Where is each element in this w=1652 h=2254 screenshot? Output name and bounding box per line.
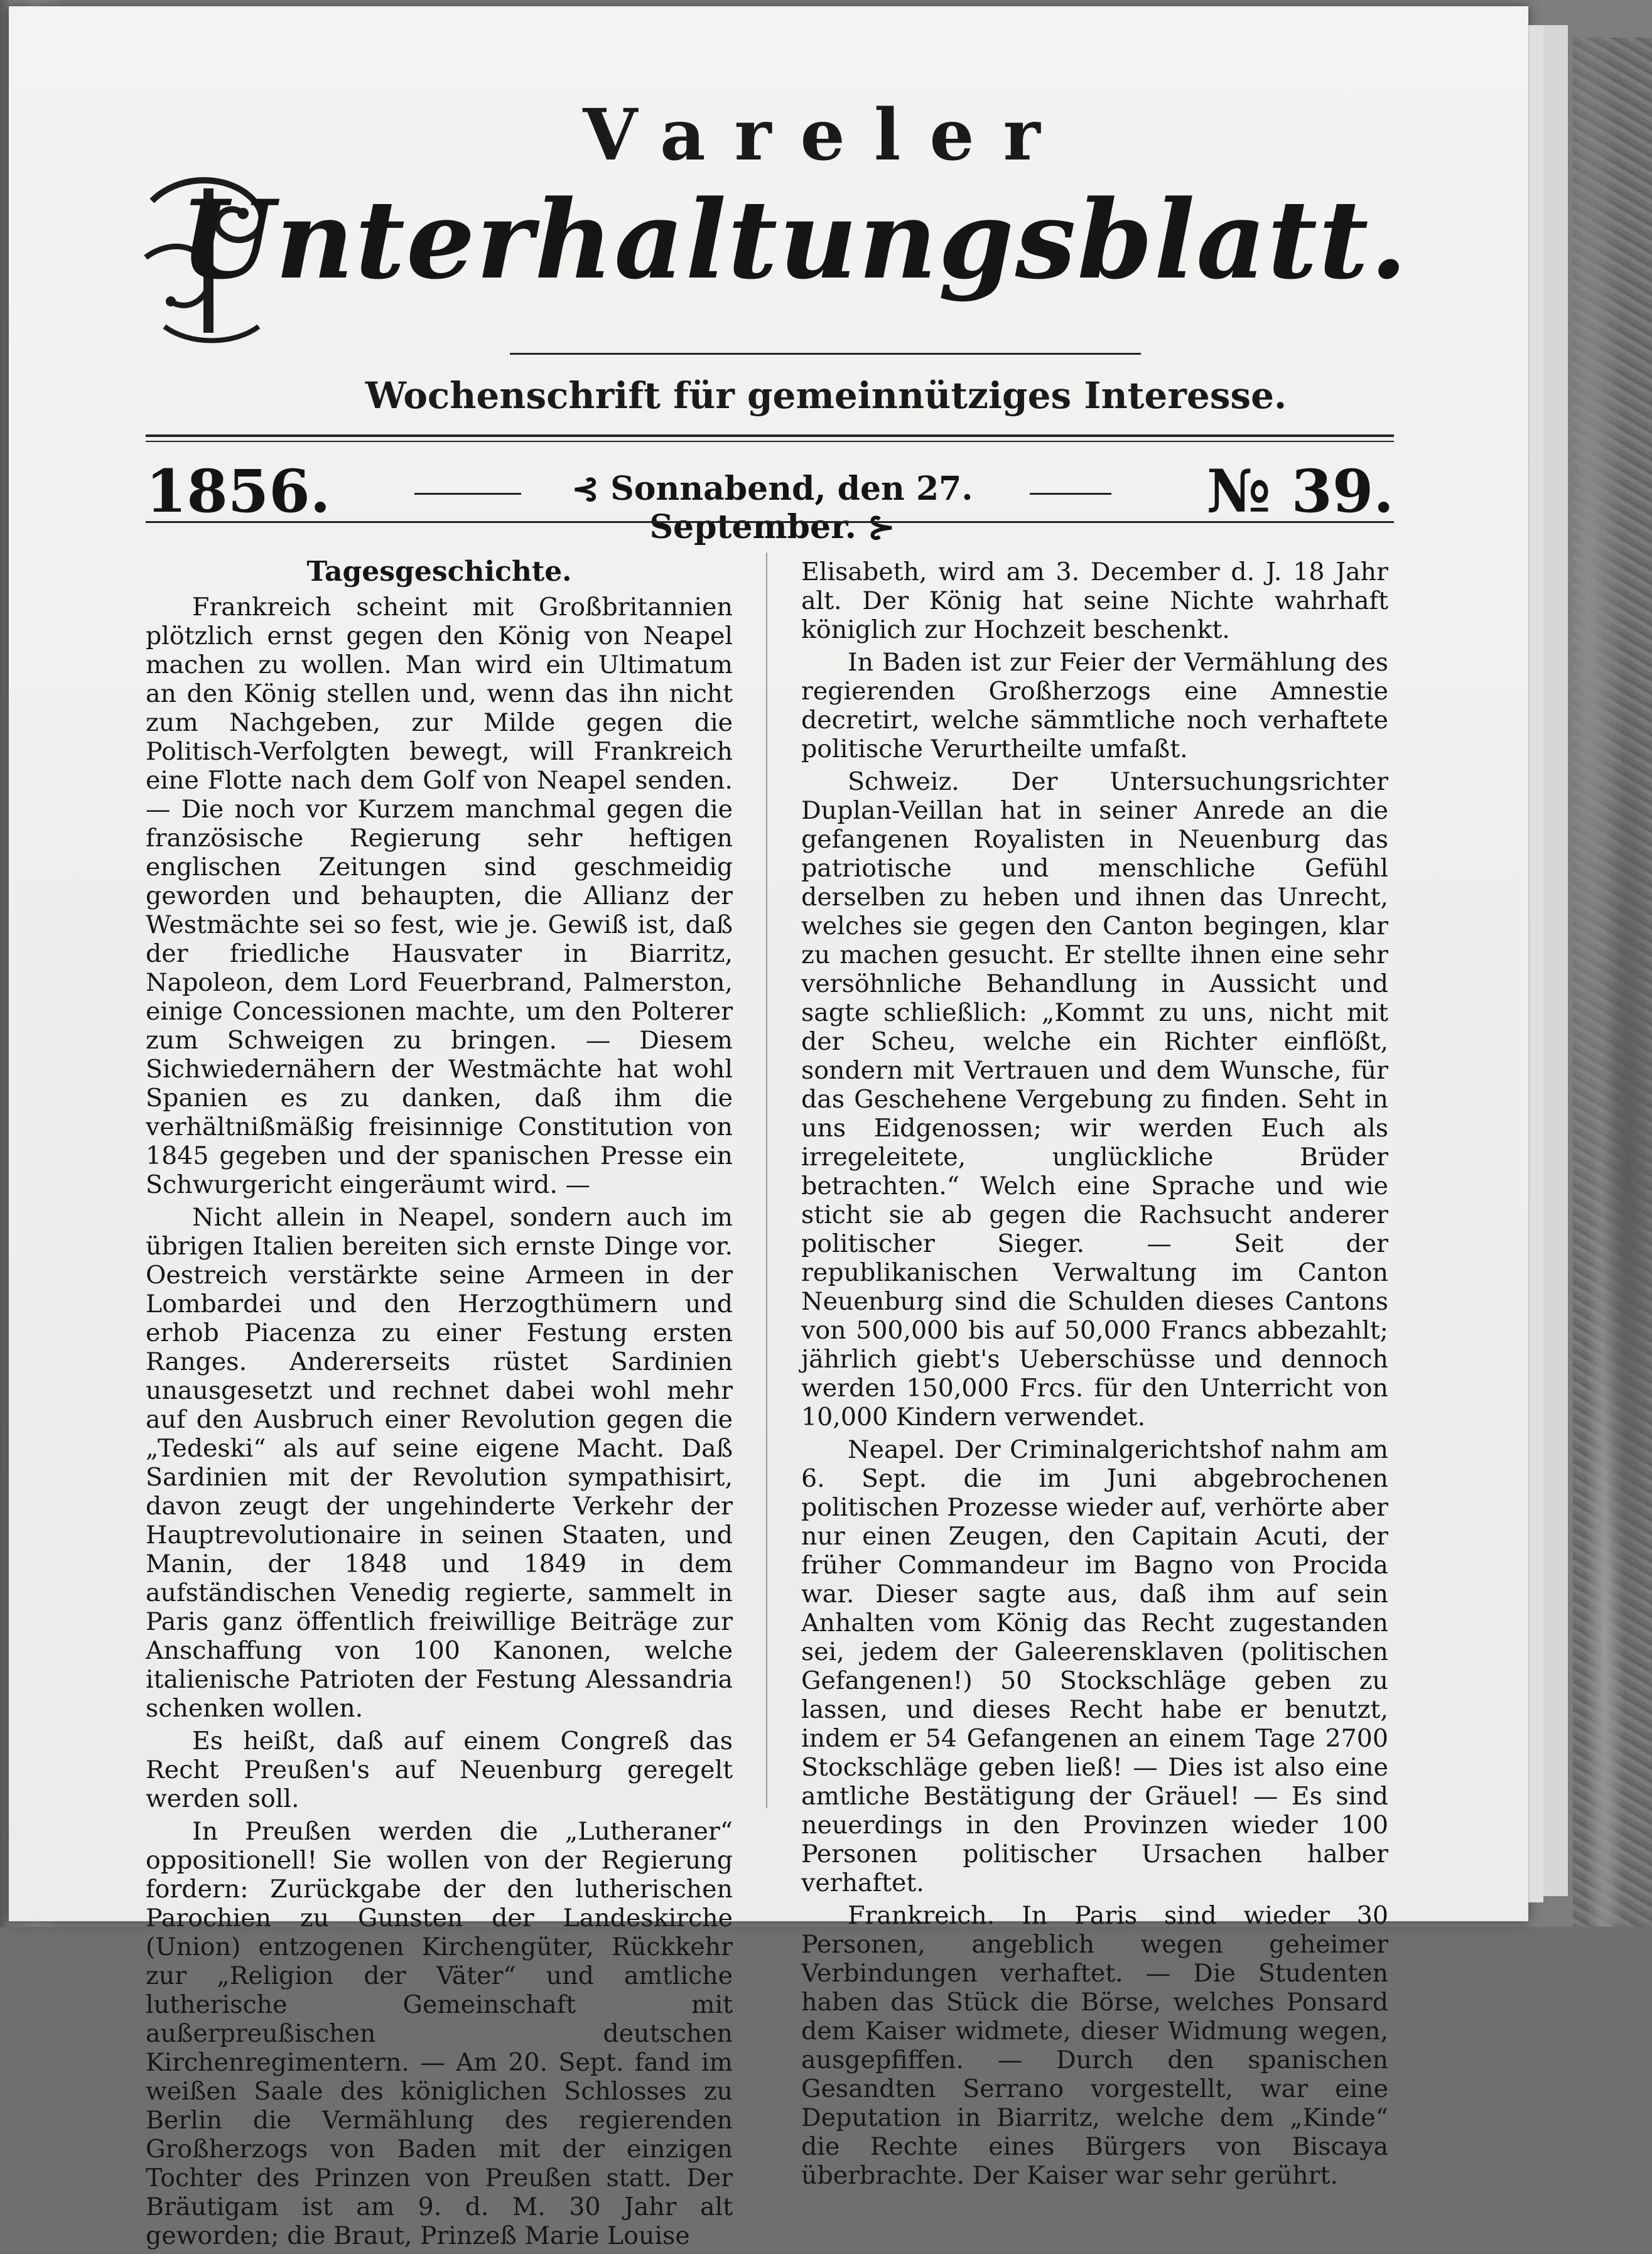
double-rule-bottom bbox=[146, 441, 1394, 442]
page-edge-inner bbox=[1528, 25, 1543, 1902]
issue-year: 1856. bbox=[146, 457, 331, 526]
article-paragraph: Elisabeth, wird am 3. December d. J. 18 Jahr alt. Der König hat seine Nichte wahrhaft königlich zur Hochzeit beschenkt. bbox=[801, 558, 1388, 644]
page-edge bbox=[1541, 25, 1568, 1896]
issue-date bbox=[502, 470, 1042, 546]
date-line-right bbox=[1030, 493, 1111, 495]
article-paragraph: Frankreich scheint mit Großbritannien plötzlich ernst gegen den König von Neapel machen zu wollen. Man wird ein Ultimatum an den König stellen und, wenn das ihn nicht zum Nachgeben, zur Milde gegen die Politisch-Verfolgten bewegt, will Frankreich eine Flotte nach dem Golf von Neapel senden. — Die noch vor Kurzem manchmal gegen die französische Regierung sehr heftigen englischen Zeitungen sind geschmeidig geworden und behaupten, die Allianz der Westmächte sei so fest, wie je. Gewiß ist, daß der friedliche Hausvater in Biarritz, Napoleon, dem Lord Feuerbrand, Palmerston, einige Concessionen machte, um den Polterer zum Schweigen zu bringen. — Diesem Sichwiedernähern der Westmächte hat wohl Spanien es zu danken, daß ihm die verhältnißmäßig freisinnige Constitution von 1845 gegeben und der spanischen Presse ein Schwurgericht eingeräumt wird. — bbox=[146, 593, 733, 1199]
issue-number: № 39. bbox=[1206, 457, 1394, 526]
section-heading: Tagesgeschichte. bbox=[306, 556, 572, 588]
ornament-left-icon: ⊰ bbox=[571, 470, 611, 508]
article-paragraph: Schweiz. Der Untersuchungsrichter Duplan-Veillan hat in seiner Anrede an die gefangenen Royalisten in Neuenburg das patriotische und menschliche Gefühl derselben zu heben und ihnen das Unrecht, welches sie gegen den Canton begingen, klar zu machen gesucht. Er stellte ihnen eine sehr versöhnliche Behandlung in Aussicht und sagte schließlich: „Kommt zu uns, nicht mit der Scheu, welche ein Richter einflößt, sondern mit Vertrauen und dem Wunsche, für das Geschehene Vergebung zu finden. Seht in uns Eidgenossen; wir werden Euch als irregeleitete, unglückliche Brüder betrachten.“ Welch eine Sprache und wie sticht sie ab gegen die Rachsucht anderer politischer Sieger. — Seit der republikanischen Verwaltung im Canton Neuenburg sind die Schulden dieses Cantons von 500,000 bis auf 50,000 Francs abbezahlt; jährlich giebt's Ueberschüsse und dennoch werden 150,000 Frcs. für den Unterricht von 10,000 Kindern verwendet. bbox=[801, 767, 1388, 1432]
column-divider bbox=[766, 553, 767, 1808]
masthead-rule bbox=[510, 353, 1141, 355]
masthead-subtitle: Wochenschrift für gemeinnütziges Interesse. bbox=[365, 374, 1287, 417]
ornament-right-icon: ⊱ bbox=[856, 508, 895, 546]
masthead-title: Unterhaltungsblatt. bbox=[180, 176, 1409, 303]
article-paragraph: Es heißt, daß auf einem Congreß das Recht Preußen's auf Neuenburg geregelt werden soll. bbox=[146, 1727, 733, 1813]
article-paragraph: In Baden ist zur Feier der Vermählung des regierenden Großherzogs eine Amnestie decretirt, welche sämmtliche noch verhaftete politische Verurtheilte umfaßt. bbox=[801, 648, 1388, 763]
masthead-town: Vareler bbox=[583, 94, 1069, 176]
article-paragraph: Nicht allein in Neapel, sondern auch im übrigen Italien bereiten sich ernste Dinge vor. Oestreich verstärkte seine Armeen in der Lombardei und den Herzogthümern und erhob Piacenza zu einer Festung ersten Ranges. Andererseits rüstet Sardinien unausgesetzt und rechnet dabei wohl mehr auf den Ausbruch einer Revolution gegen die „Tedeski“ als auf seine eigene Macht. Daß Sardinien mit der Revolution sympathisirt, davon zeugt der ungehinderte Verkehr der Hauptrevolutionaire in seinen Staaten, und Manin, der 1848 und 1849 in dem aufständischen Venedig regierte, sammelt in Paris ganz öffentlich freiwillige Beiträge zur Anschaffung von 100 Kanonen, welche italienische Patrioten der Festung Alessandria schenken wollen. bbox=[146, 1203, 733, 1723]
left-column bbox=[146, 553, 733, 2254]
article-paragraph: In Preußen werden die „Lutheraner“ oppositionell! Sie wollen von der Regierung fordern: Zurückgabe der den lutherischen Parochien zu Gunsten der Landeskirche (Union) entzogenen Kirchengüter, Rückkehr zur „Religion der Väter“ und amtliche lutherische Gemeinschaft mit außerpreußischen deutschen Kirchenregimentern. — Am 20. Sept. fand im weißen Saale des königlichen Schlosses zu Berlin die Vermählung des regierenden Großherzogs von Baden mit der einzigen Tochter des Prinzen von Preußen statt. Der Bräutigam ist am 9. d. M. 30 Jahr alt geworden; die Braut, Prinzeß Marie Louise bbox=[146, 1817, 733, 2250]
article-paragraph: Frankreich. In Paris sind wieder 30 Personen, angeblich wegen geheimer Verbindungen verhaftet. — Die Studenten haben das Stück die Börse, welches Ponsard dem Kaiser widmete, dieser Widmung wegen, ausgepfiffen. — Durch den spanischen Gesandten Serrano vorgestellt, war eine Deputation in Biarritz, welche dem „Kinde“ die Rechte eines Bürgers von Biscaya überbrachte. Der Kaiser war sehr gerührt. bbox=[801, 1901, 1388, 2190]
header-rule bbox=[146, 521, 1394, 523]
issue-date-text: Sonnabend, den 27. September. bbox=[610, 470, 973, 546]
article-paragraph: Neapel. Der Criminalgerichtshof nahm am 6. Sept. die im Juni abgebrochenen politischen Prozesse wieder auf, verhörte aber nur einen Zeugen, den Capitain Acuti, der früher Commandeur im Bagno von Procida war. Dieser sagte aus, daß ihm auf sein Anhalten vom König das Recht zugestanden sei, jedem der Galeerensklaven (politischen Gefangenen!) 50 Stockschläge geben zu lassen, und dieses Recht habe er benutzt, indem er 54 Gefangenen an einem Tage 2700 Stockschläge geben ließ! — Dies ist also eine amtliche Bestätigung der Gräuel! — Es sind neuerdings in den Provinzen wieder 100 Personen politischer Ursachen halber verhaftet. bbox=[801, 1435, 1388, 1897]
book-cover-board bbox=[1573, 38, 1652, 1927]
right-column bbox=[801, 558, 1388, 2194]
double-rule-top bbox=[146, 434, 1394, 437]
